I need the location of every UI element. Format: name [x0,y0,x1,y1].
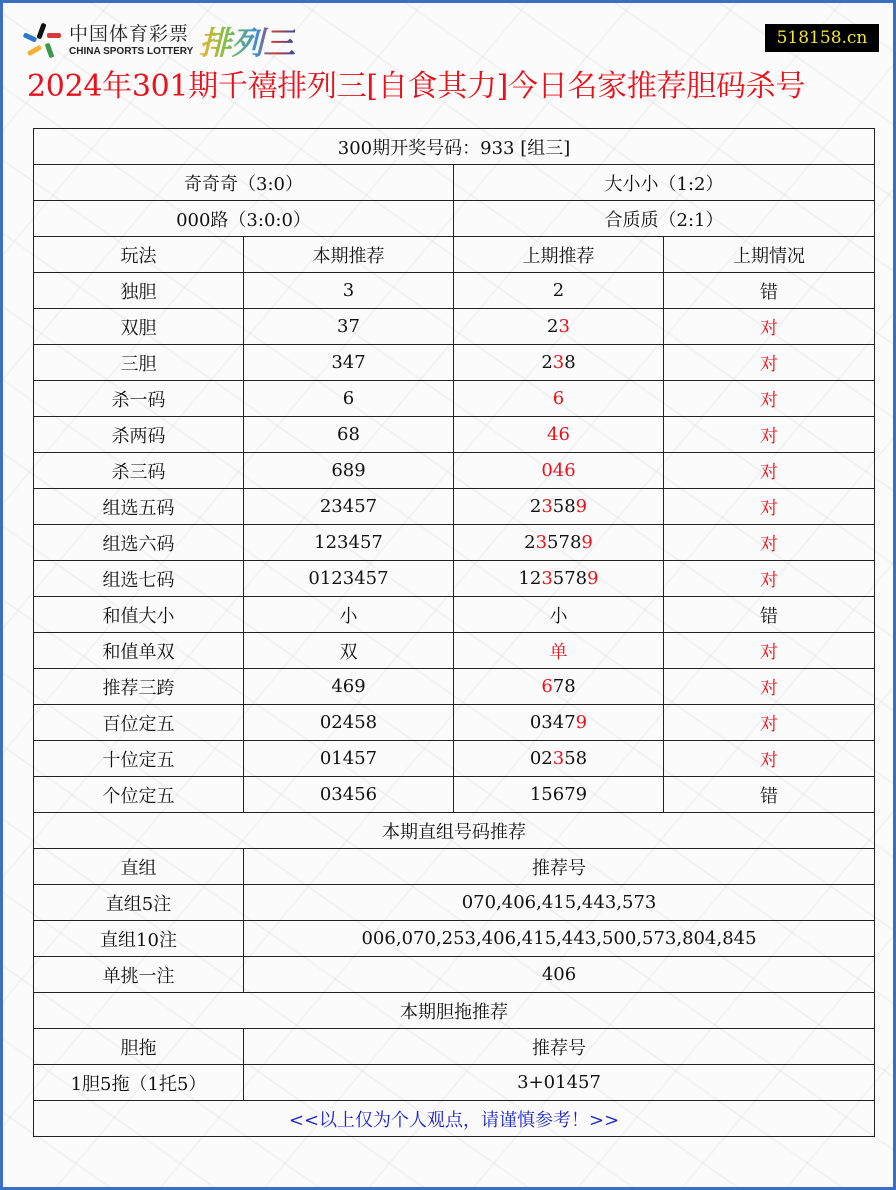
direct-section-title-row [34,813,875,849]
direct-row [34,957,875,993]
drag-row-value: 3+01457 [244,1065,875,1101]
previous-result: 对 [664,417,875,453]
previous-recommendation [454,705,664,741]
hit-digits: 46 [547,424,570,445]
previous-recommendation [454,417,664,453]
play-name: 十位定五 [34,741,244,777]
previous-recommendation [454,381,664,417]
miss-digits: 2 [552,280,565,301]
play-name: 组选五码 [34,489,244,525]
miss-digits: 8 [564,352,576,373]
direct-row-label: 单挑一注 [34,957,244,993]
previous-result: 错 [664,597,875,633]
previous-recommendation [454,777,664,813]
column-header-previous: 上期推荐 [454,237,664,273]
direct-header-label: 直组 [34,849,244,885]
direct-row-label: 直组10注 [34,921,244,957]
hit-digits: 3 [535,532,548,553]
direct-row-label: 直组5注 [34,885,244,921]
column-header-play: 玩法 [34,237,244,273]
play-name: 独胆 [34,273,244,309]
miss-digits: 2 [524,532,536,553]
play-row [34,453,875,489]
play-name: 杀两码 [34,417,244,453]
hit-digits: 3 [541,568,553,589]
recommendation-table [33,128,875,1137]
previous-result: 对 [664,705,875,741]
miss-digits: 58 [564,748,588,769]
play-name: 和值单双 [34,633,244,669]
direct-row-value: 406 [244,957,875,993]
direct-row-value: 070,406,415,443,573 [244,885,875,921]
drag-row-label: 1胆5拖（1托5） [34,1065,244,1101]
play-name: 三胆 [34,345,244,381]
previous-recommendation [454,633,664,669]
miss-digits: 578 [547,532,582,553]
previous-result: 对 [664,453,875,489]
previous-recommendation [454,453,664,489]
miss-digits: 578 [552,568,588,589]
play-name: 个位定五 [34,777,244,813]
play-name: 和值大小 [34,597,244,633]
miss-digits: 2 [529,496,542,517]
hit-digits: 9 [575,712,588,733]
drag-header-label: 胆拖 [34,1029,244,1065]
column-header-result: 上期情况 [664,237,875,273]
road-ratio: 000路（3:0:0） [34,201,454,237]
shape-row-1 [34,165,875,201]
footer-note: <<以上仅为个人观点，请谨慎参考！>> [34,1101,875,1137]
current-recommendation: 02458 [244,705,454,741]
hit-digits: 3 [552,352,565,373]
drag-row [34,1065,875,1101]
lottery-star-icon [23,21,63,61]
hit-digits: 046 [541,460,576,481]
logo-game-name: 排列三 [199,18,295,64]
shape-row-2 [34,201,875,237]
current-recommendation: 469 [244,669,454,705]
hit-digits: 6 [541,676,553,697]
previous-result: 对 [664,669,875,705]
play-name: 杀一码 [34,381,244,417]
previous-recommendation [454,561,664,597]
play-row [34,597,875,633]
direct-row [34,921,875,957]
miss-digits: 0347 [529,712,576,733]
prime-composite-ratio: 合质质（2:1） [454,201,875,237]
direct-header-value: 推荐号 [244,849,875,885]
play-row [34,345,875,381]
draw-result-row [34,129,875,165]
previous-recommendation [454,309,664,345]
direct-section-header-row [34,849,875,885]
play-row [34,561,875,597]
play-name: 推荐三跨 [34,669,244,705]
miss-digits: 78 [552,676,576,697]
hit-digits: 3 [558,316,570,337]
current-recommendation: 03456 [244,777,454,813]
miss-digits: 小 [549,605,568,627]
drag-section-header-row [34,1029,875,1065]
play-row [34,381,875,417]
play-row [34,741,875,777]
previous-recommendation [454,597,664,633]
footer-note-row [34,1101,875,1137]
miss-digits: 12 [518,568,542,589]
logo-chinese-text: 中国体育彩票 [69,23,190,45]
odd-even-ratio: 奇奇奇（3:0） [34,165,454,201]
miss-digits: 02 [529,748,553,769]
play-row [34,489,875,525]
lottery-logo [23,21,295,61]
hit-digits: 9 [581,532,593,553]
current-recommendation: 23457 [244,489,454,525]
current-recommendation: 双 [244,633,454,669]
current-recommendation: 6 [244,381,454,417]
current-recommendation: 123457 [244,525,454,561]
current-recommendation: 37 [244,309,454,345]
play-row [34,525,875,561]
play-row [34,309,875,345]
play-name: 百位定五 [34,705,244,741]
column-header-row [34,237,875,273]
hit-digits: 9 [575,496,588,517]
site-badge[interactable]: 518158.cn [765,24,879,52]
play-row [34,705,875,741]
previous-result: 对 [664,489,875,525]
current-recommendation: 689 [244,453,454,489]
drag-section-title-row [34,993,875,1029]
play-name: 组选六码 [34,525,244,561]
hit-digits: 6 [552,388,565,409]
previous-result: 错 [664,273,875,309]
hit-digits: 3 [541,496,553,517]
previous-recommendation [454,345,664,381]
play-row [34,669,875,705]
miss-digits: 2 [547,316,559,337]
previous-recommendation [454,669,664,705]
logo-english-text: CHINA SPORTS LOTTERY [69,46,194,57]
play-name: 组选七码 [34,561,244,597]
hit-digits: 单 [549,641,568,663]
miss-digits: 15679 [529,784,588,805]
direct-row-value: 006,070,253,406,415,443,500,573,804,845 [244,921,875,957]
miss-digits: 58 [552,496,576,517]
play-row [34,417,875,453]
play-name: 杀三码 [34,453,244,489]
hit-digits: 9 [587,568,599,589]
previous-result: 错 [664,777,875,813]
current-recommendation: 68 [244,417,454,453]
current-recommendation: 01457 [244,741,454,777]
previous-result: 对 [664,525,875,561]
play-row [34,777,875,813]
previous-result: 对 [664,381,875,417]
previous-recommendation [454,741,664,777]
direct-section-title: 本期直组号码推荐 [34,813,875,849]
play-row [34,633,875,669]
previous-recommendation [454,525,664,561]
column-header-current: 本期推荐 [244,237,454,273]
previous-result: 对 [664,345,875,381]
play-row [34,273,875,309]
play-name: 双胆 [34,309,244,345]
direct-row [34,885,875,921]
miss-digits: 2 [541,352,553,373]
hit-digits: 3 [552,748,565,769]
previous-result: 对 [664,561,875,597]
previous-result: 对 [664,309,875,345]
previous-recommendation [454,273,664,309]
big-small-ratio: 大小小（1:2） [454,165,875,201]
page-title: 2024年301期千禧排列三[自食其力]今日名家推荐胆码杀号 [27,69,806,104]
drag-section-title: 本期胆拖推荐 [34,993,875,1029]
drag-header-value: 推荐号 [244,1029,875,1065]
previous-result: 对 [664,741,875,777]
current-recommendation: 0123457 [244,561,454,597]
current-recommendation: 3 [244,273,454,309]
previous-result: 对 [664,633,875,669]
previous-recommendation [454,489,664,525]
current-recommendation: 小 [244,597,454,633]
current-recommendation: 347 [244,345,454,381]
draw-result: 300期开奖号码：933 [组三] [34,129,875,165]
